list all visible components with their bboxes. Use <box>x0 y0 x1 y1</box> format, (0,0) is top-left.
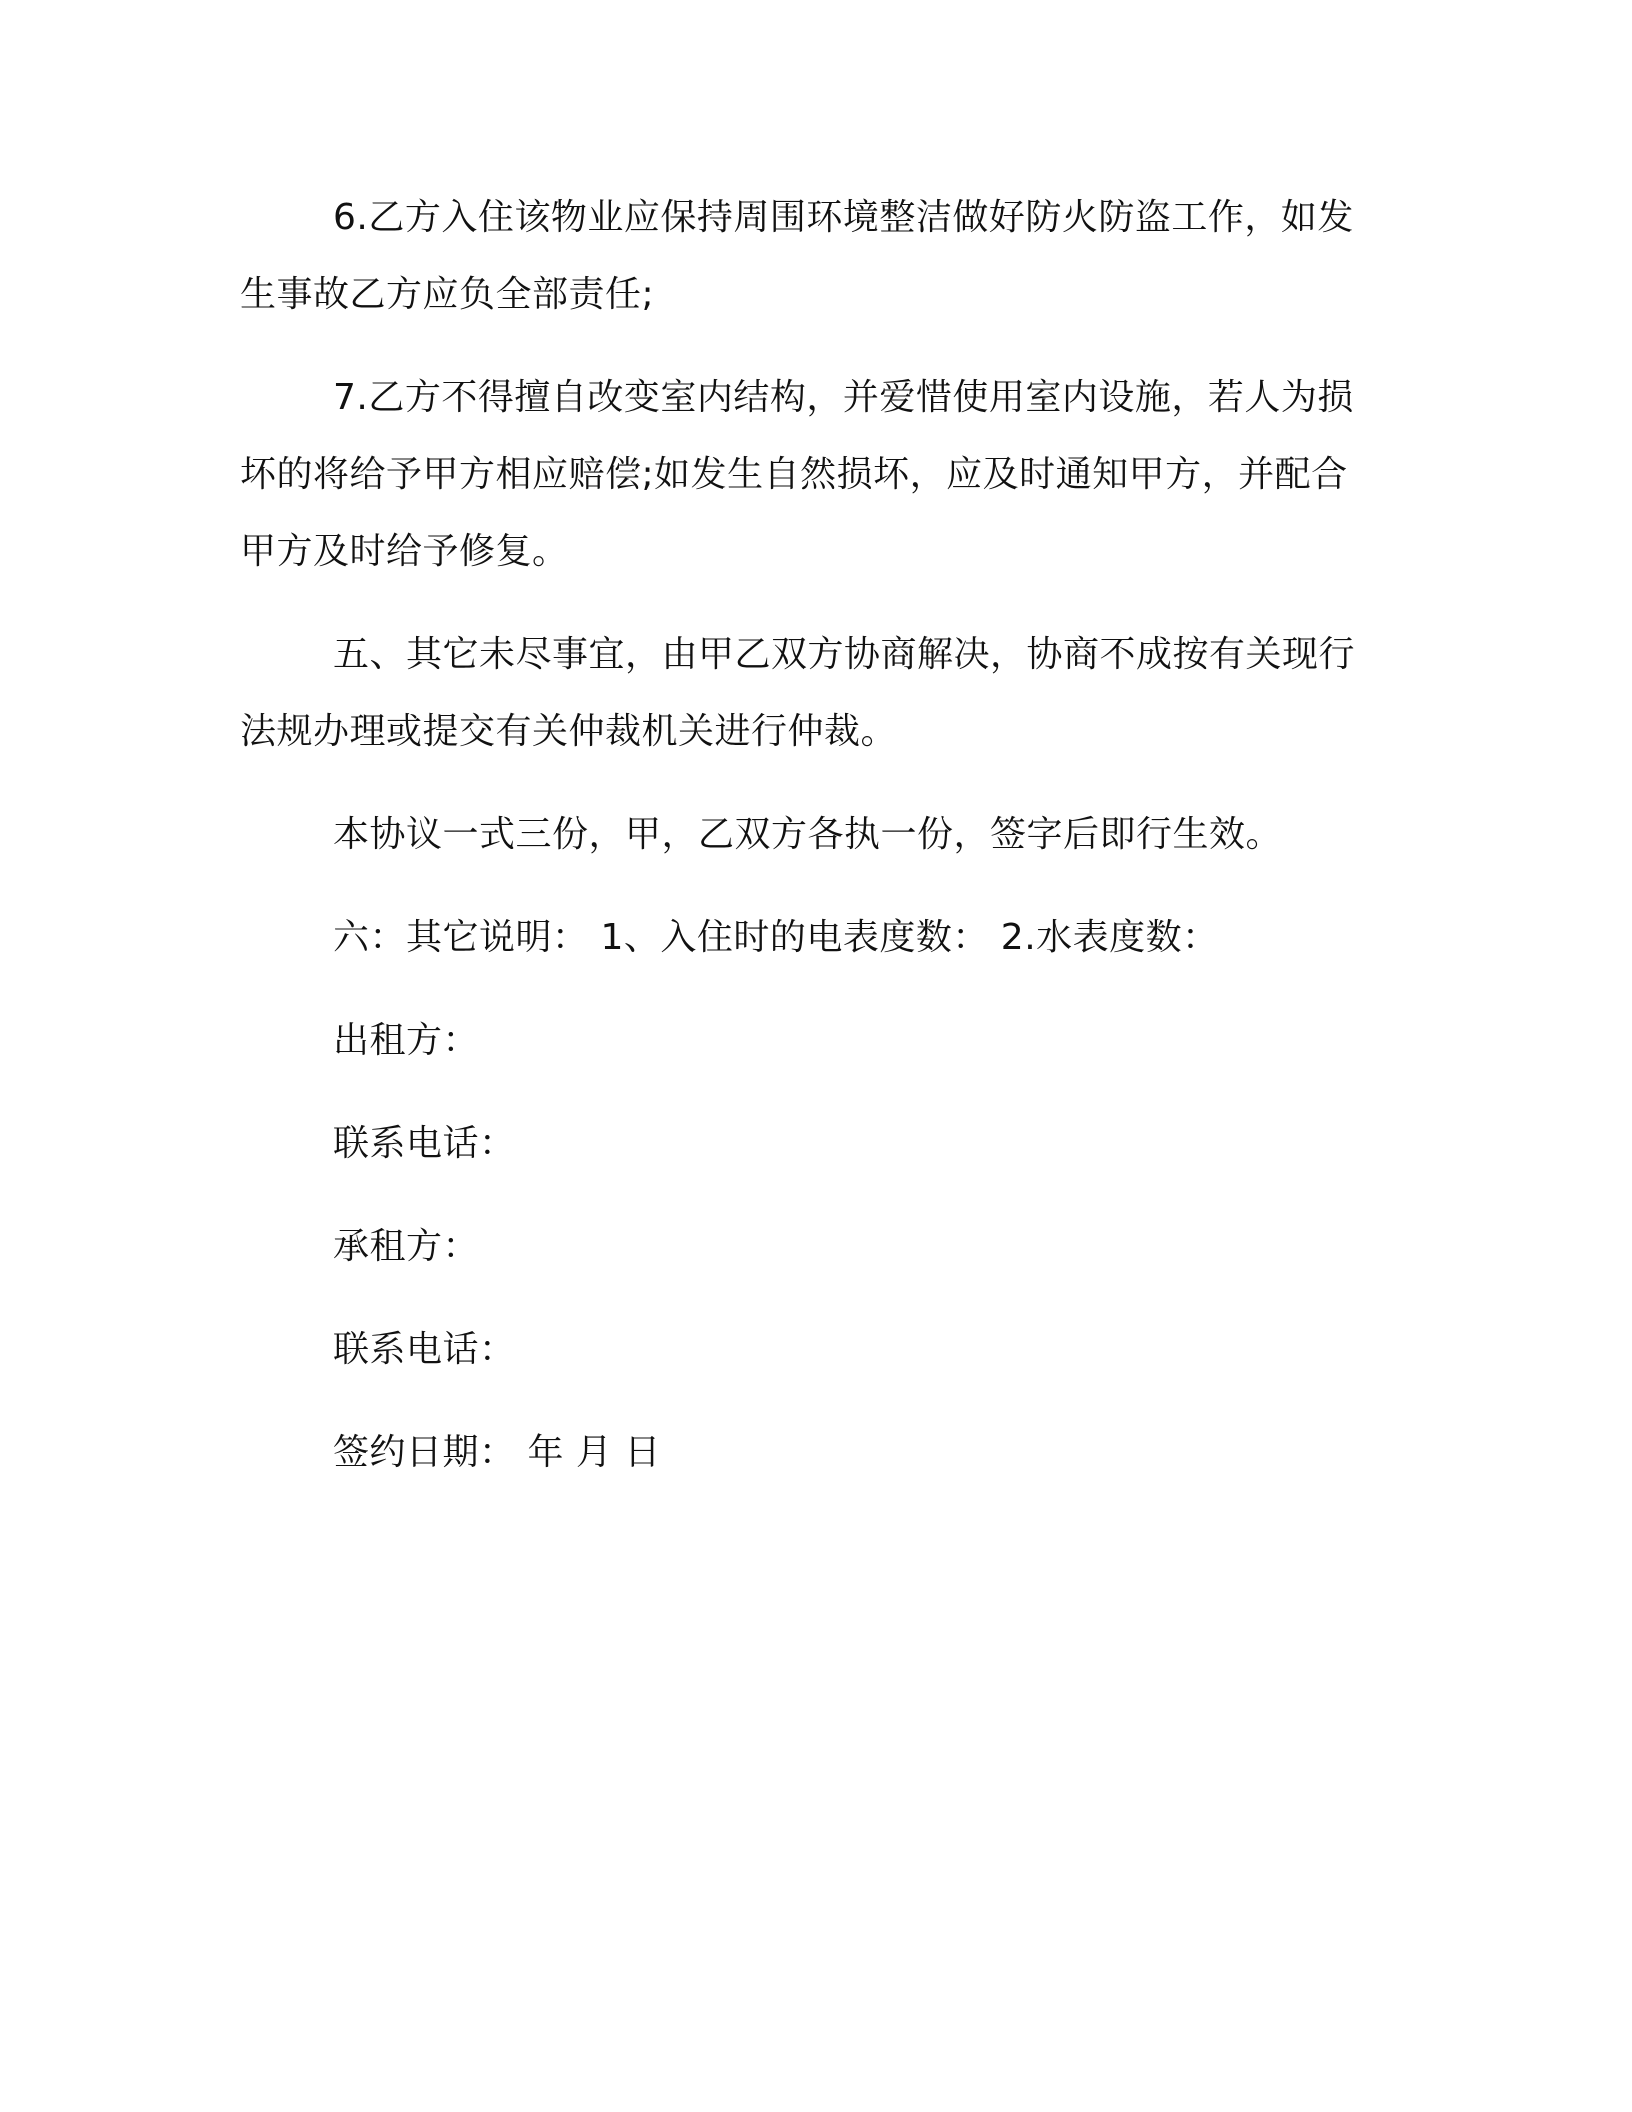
copies-statement: 本协议一式三份，甲，乙双方各执一份，签字后即行生效。 <box>333 814 1283 855</box>
lessor-label: 出租方： <box>333 1020 480 1061</box>
lessee-phone-label: 联系电话： <box>333 1329 516 1370</box>
section-5-line-2: 法规办理或提交有关仲裁机关进行仲裁。 <box>240 711 898 752</box>
lessor-phone-label: 联系电话： <box>333 1123 516 1164</box>
clause-7-line-2: 坏的将给予甲方相应赔偿;如发生自然损坏，应及时通知甲方，并配合 <box>240 454 1348 495</box>
signing-date-label: 签约日期： 年 月 日 <box>333 1432 661 1473</box>
clause-6-line-2: 生事故乙方应负全部责任; <box>240 274 655 315</box>
section-6-notes: 六：其它说明： 1、入住时的电表度数： 2.水表度数： <box>333 917 1219 958</box>
clause-6-line-1: 6.乙方入住该物业应保持周围环境整洁做好防火防盗工作，如发 <box>333 197 1354 238</box>
section-5-line-1: 五、其它未尽事宜，由甲乙双方协商解决，协商不成按有关现行 <box>333 634 1356 675</box>
clause-7-line-1: 7.乙方不得擅自改变室内结构，并爱惜使用室内设施，若人为损 <box>333 377 1354 418</box>
lessee-label: 承租方： <box>333 1226 480 1267</box>
clause-7-line-3: 甲方及时给予修复。 <box>240 531 569 572</box>
